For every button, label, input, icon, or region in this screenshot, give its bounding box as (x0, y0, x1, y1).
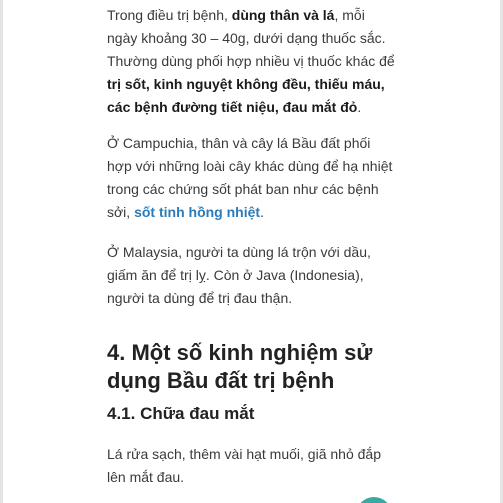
floating-action-button[interactable] (356, 497, 392, 503)
paragraph-cambodia (107, 132, 397, 224)
paragraph-text: Ở Campuchia, thân và cây lá Bầu đất phối hợp với những loài cây khác dùng để hạ nhiệt trong các chứng sốt phát ban như các bệnh sởi, (107, 135, 393, 220)
page-left-border (0, 0, 3, 503)
paragraph-treatment-usage (107, 4, 397, 119)
paragraph-text: . (357, 99, 362, 115)
bold-text: trị sốt, kinh nguyệt không đều, thiếu máu, các bệnh đường tiết niệu, đau mắt đỏ (107, 76, 385, 115)
paragraph-text: . (260, 204, 264, 220)
section-heading: 4. Một số kinh nghiệm sử dụng Bầu đất trị bệnh (107, 340, 373, 393)
subsection-heading: 4.1. Chữa đau mắt (107, 404, 255, 423)
paragraph-text: Trong điều trị bệnh, (107, 7, 232, 23)
bold-text: dùng thân và lá (231, 7, 335, 23)
paragraph-text: , mỗi ngày khoảng 30 – 40g, dưới dạng thuốc sắc. Thường dùng phối hợp nhiều vị thuốc khác để (107, 7, 395, 69)
paragraph-malaysia: Ở Malaysia, người ta dùng lá trộn với dầu, giấm ăn để trị lỵ. Còn ở Java (Indonesia), người ta dùng để trị đau thận. (107, 244, 371, 306)
paragraph-eye-remedy: Lá rửa sạch, thêm vài hạt muối, giã nhỏ đắp lên mắt đau. (107, 446, 381, 485)
scarlet-fever-link[interactable]: sốt tinh hồng nhiệt (134, 204, 261, 220)
